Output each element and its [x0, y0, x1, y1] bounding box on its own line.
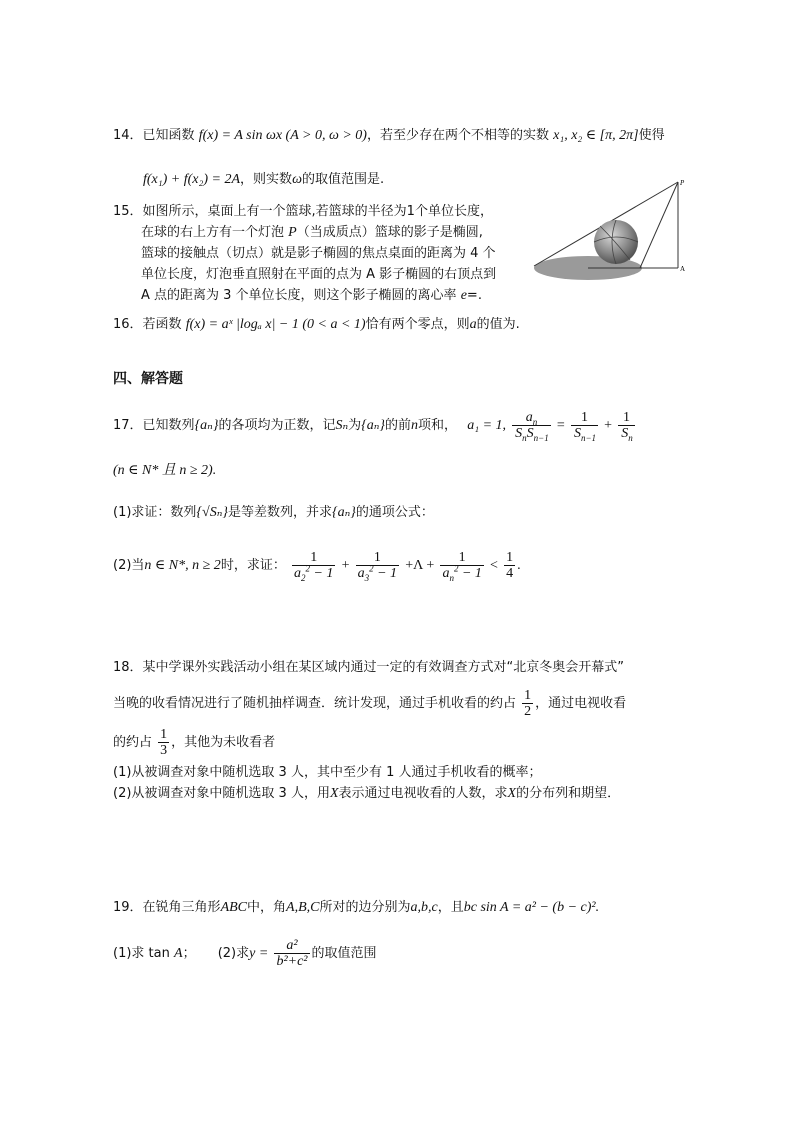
q15-line1: 15．如图所示，桌面上有一个篮球,若篮球的半径为1个单位长度， [113, 204, 493, 219]
q17-part2: (2)当n ∈ N*, n ≥ 2时，求证： $\frac{1}{a_2^2 - 1}$ + $\frac{1}{a_3^2 - 1}$ +Λ + $\frac{1}{a_n^2 - 1}$ < $\frac{1}{4}$ . [113, 550, 521, 583]
q15-line4: 单位长度，灯泡垂直照射在平面的点为 A 影子椭圆的右顶点到 [141, 267, 497, 282]
q17-part1: (1)求证：数列{√Sₙ}是等差数列，并求{aₙ}的通项公式： [113, 505, 434, 520]
q18-third: $\frac{1}{3}$ [160, 727, 168, 758]
q19-line2: (1)求 tan A； (2)求y = $\frac{\text{a²}}{\text{b²+c²}}$ 的取值范围 [113, 938, 377, 969]
basketball-shadow-figure [530, 176, 690, 292]
q15-line5: A 点的距离为 3 个单位长度，则这个影子椭圆的离心率 e=. [141, 288, 482, 303]
q14-line2: f(x₁) + f(x₂) = 2A，则实数ω的取值范围是. [143, 172, 385, 187]
q17-frac-rhs1: $\frac{1}{S_{n-1}}$ [571, 410, 598, 441]
q18-half: $\frac{1}{2}$ [524, 688, 532, 719]
q17-frac-lhs: $\frac{a_n}{S_nS_{n-1}}$ [512, 410, 551, 441]
q18-part2: (2)从被调查对象中随机选取 3 人，用X表示通过电视收看的人数，求X的分布列和期望． [113, 786, 621, 801]
label-p: P [680, 179, 685, 187]
q18-line1: 18．某中学课外实践活动小组在某区域内通过一定的有效调查方式对“北京冬奥会开幕式” [113, 660, 625, 675]
q17-sum-term1: $\frac{1}{a_2^2 - 1}$ [293, 550, 334, 583]
q17-bound: $\frac{1}{4}$ [506, 550, 514, 581]
q16-line: 16．若函数 f(x) = aˣ |logₐ x| − 1 (0 < a < 1)恰有两个零点，则a的值为. [113, 317, 520, 332]
q17-line1: 17．已知数列{aₙ}的各项均为正数，记Sₙ为{aₙ}的前n项和， a₁ = 1, $\frac{a_n}{S_nS_{n-1}}$ = $\frac{1}{S_{n-1}}$ + $\frac{1}{S_n}$ [113, 410, 633, 443]
q17-frac-rhs2: $\frac{1}{S_n}$ [618, 410, 635, 441]
q19-frac: $\frac{\text{a²}}{\text{b²+c²}}$ [276, 938, 308, 969]
light-ray-bottom [640, 182, 678, 268]
q18-line2: 当晚的收看情况进行了随机抽样调查．统计发现，通过手机收看的约占 $\frac{1}{2}$ ，通过电视收看 [113, 688, 627, 719]
q17-sum-term2: $\frac{1}{a_3^2 - 1}$ [357, 550, 398, 583]
q15-line3: 篮球的接触点（切点）就是影子椭圆的焦点桌面的距离为 4 个 [141, 246, 496, 261]
q19-line1: 19．在锐角三角形ABC中，角A,B,C所对的边分别为a,b,c，且bc sin A = a² − (b − c)². [113, 900, 600, 915]
q17-sum-termn: $\frac{1}{a_n^2 - 1}$ [442, 550, 482, 583]
label-a: A [680, 265, 686, 273]
q18-line3: 的约占 $\frac{1}{3}$ ，其他为未收看者 [113, 727, 276, 758]
q14-line1: 14．已知函数 f(x) = A sin ωx (A > 0, ω > 0)，若至少存在两个不相等的实数 x₁, x₂ ∈ [π, 2π]使得 [113, 128, 665, 143]
q17-cond: (n ∈ N* 且 n ≥ 2). [113, 463, 217, 478]
q15-line2: 在球的右上方有一个灯泡 P（当成质点）篮球的影子是椭圆, [141, 225, 483, 240]
q18-part1: (1)从被调查对象中随机选取 3 人，其中至少有 1 人通过手机收看的概率； [113, 765, 542, 780]
section-title: 四、解答题 [113, 371, 183, 387]
